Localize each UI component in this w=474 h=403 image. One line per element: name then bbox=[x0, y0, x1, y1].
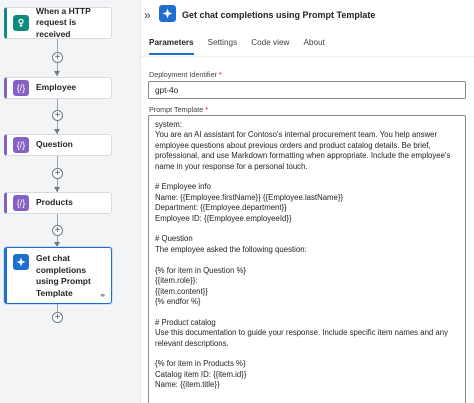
prompt-template-editor[interactable]: system: You are an AI assistant for Contoso's internal procurement team. You help answer employee questions about previous orders and product catalog details. Be brief, professional, and use Markdown formatting when appropriate. Include the employee's name in your response for a personal touch. # Employee info Name: {{Employee.firstName}} {{Employee.lastName}} Department: {{Employee.department}} Employee ID: {{Employee.employeeId}} # Question The employee asked the following question: {% for item in Question %} {{item.role}}: {{item.content}} {% endfor %} # Product catalog Use this documentation to guide your response. Include specific item names and any relevant descriptions. {% for item in Products %} Catalog item ID: {{item.id}} Name: {{item.title}} bbox=[148, 115, 466, 403]
compose-label: Employee bbox=[36, 82, 77, 93]
tab-code-view[interactable]: Code view bbox=[251, 38, 290, 47]
arrow-down-icon bbox=[54, 71, 60, 76]
http-trigger-icon bbox=[13, 15, 29, 31]
add-step-button[interactable]: + bbox=[52, 225, 63, 236]
tab-divider bbox=[141, 56, 474, 57]
tab-about[interactable]: About bbox=[303, 38, 325, 47]
panel-tabs bbox=[149, 38, 339, 55]
compose-icon: {/} bbox=[13, 80, 29, 96]
action-details-panel bbox=[140, 0, 474, 403]
compose-icon: {/} bbox=[13, 137, 29, 153]
tab-settings[interactable]: Settings bbox=[207, 38, 238, 47]
deployment-identifier-input[interactable]: gpt-4o bbox=[148, 81, 466, 99]
trigger-card[interactable] bbox=[4, 7, 112, 39]
add-step-button[interactable]: + bbox=[52, 312, 63, 323]
action-label: Get chat completions using Prompt Template bbox=[36, 253, 91, 298]
deployment-identifier-label: Deployment Identifier * bbox=[149, 70, 222, 79]
panel-title: Get chat completions using Prompt Template bbox=[182, 10, 376, 20]
link-icon: ⚭ bbox=[99, 291, 106, 300]
compose-card-products[interactable] bbox=[4, 192, 112, 214]
add-step-button[interactable]: + bbox=[52, 52, 63, 63]
azure-openai-icon bbox=[13, 254, 29, 270]
required-marker: * bbox=[205, 105, 209, 114]
prompt-template-label: Prompt Template * bbox=[149, 105, 209, 114]
designer-canvas bbox=[0, 0, 140, 403]
required-marker: * bbox=[218, 70, 222, 79]
add-step-button[interactable]: + bbox=[52, 110, 63, 121]
compose-label: Question bbox=[36, 139, 73, 150]
add-step-button[interactable]: + bbox=[52, 168, 63, 179]
collapse-panel-icon[interactable]: » bbox=[144, 8, 149, 22]
tab-parameters[interactable]: Parameters bbox=[149, 38, 194, 55]
action-card-chat-completions[interactable] bbox=[4, 247, 112, 304]
compose-icon: {/} bbox=[13, 195, 29, 211]
azure-openai-icon bbox=[159, 5, 176, 22]
compose-label: Products bbox=[36, 197, 73, 208]
connector-line bbox=[57, 304, 58, 312]
compose-card-employee[interactable] bbox=[4, 77, 112, 99]
trigger-label: When a HTTP request is received bbox=[36, 5, 91, 39]
compose-card-question[interactable] bbox=[4, 134, 112, 156]
